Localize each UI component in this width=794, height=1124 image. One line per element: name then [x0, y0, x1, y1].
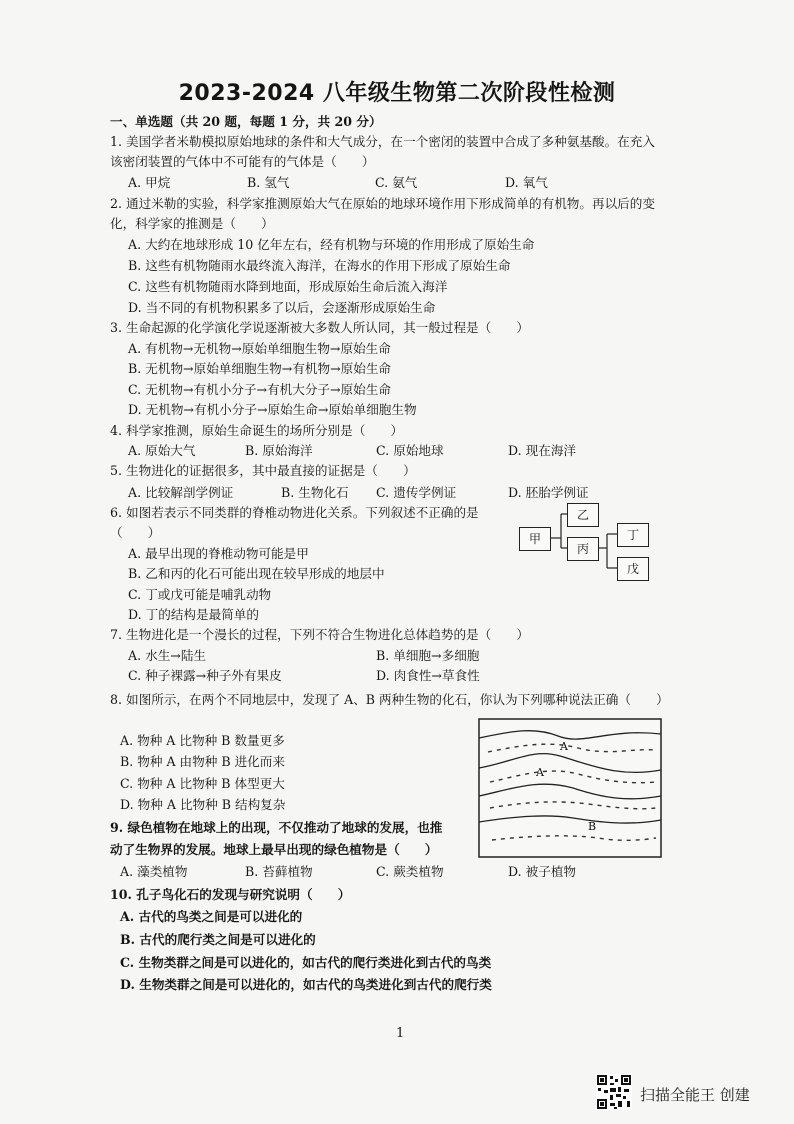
question-8-line-1: 8. 如图所示，在两个不同地层中，发现了 A、B 两种生物的化石，你认为下列哪种说法正确（ ） — [110, 692, 669, 707]
question-7-line-1: 7. 生物进化是一个漫长的过程，下列不符合生物进化总体趋势的是（ ） — [110, 627, 530, 642]
question-4-option-b: B. 原始海洋 — [245, 443, 313, 458]
page-number: 1 — [396, 1026, 405, 1041]
question-9-option-a: A. 藻类植物 — [120, 864, 188, 879]
question-2-option-b: B. 这些有机物随雨水最终流入海洋，在海水的作用下形成了原始生命 — [128, 258, 511, 273]
question-5-option-b: B. 生物化石 — [281, 485, 349, 500]
diagram-node-ding: 丁 — [617, 523, 649, 547]
question-6-line-2: （ ） — [110, 525, 161, 540]
question-8-option-b: B. 物种 A 由物种 B 进化而来 — [120, 754, 285, 769]
question-2-option-c: C. 这些有机物随雨水降到地面，形成原始生命后流入海洋 — [128, 279, 448, 294]
question-9-option-c: C. 蕨类植物 — [376, 864, 444, 879]
question-4-option-d: D. 现在海洋 — [508, 443, 577, 458]
question-10-option-d: D. 生物类群之间是可以进化的，如古代的鸟类进化到古代的爬行类 — [120, 977, 492, 992]
question-4-option-a: A. 原始大气 — [128, 443, 196, 458]
fossil-label-a-upper: A — [560, 740, 568, 753]
qr-code-icon — [596, 1074, 632, 1110]
question-1-option-a: A. 甲烷 — [128, 175, 171, 190]
question-6-option-c: C. 丁或戊可能是哺乳动物 — [128, 587, 272, 602]
question-1-option-d: D. 氧气 — [505, 175, 548, 190]
question-1-option-c: C. 氨气 — [375, 175, 418, 190]
question-6-option-a: A. 最早出现的脊椎动物可能是甲 — [128, 546, 309, 561]
section-heading: 一、单选题（共 20 题，每题 1 分，共 20 分） — [110, 114, 382, 129]
question-8-option-c: C. 物种 A 比物种 B 体型更大 — [120, 776, 285, 791]
question-2-option-a: A. 大约在地球形成 10 亿年左右，经有机物与环境的作用形成了原始生命 — [128, 237, 535, 252]
question-1-line-2: 该密闭装置的气体中不可能有的气体是（ ） — [110, 154, 375, 169]
diagram-node-wu: 戊 — [617, 557, 649, 581]
question-8-option-d: D. 物种 A 比物种 B 结构复杂 — [120, 797, 286, 812]
question-7-option-b: B. 单细胞→多细胞 — [376, 648, 480, 663]
question-9-line-1: 9. 绿色植物在地球上的出现，不仅推动了地球的发展，也推 — [110, 820, 443, 835]
question-3-option-c: C. 无机物→有机小分子→有机大分子→原始生命 — [128, 382, 391, 397]
question-7-option-c: C. 种子裸露→种子外有果皮 — [128, 668, 282, 683]
scanner-watermark: 扫描全能王 创建 — [640, 1086, 750, 1104]
question-8-option-a: A. 物种 A 比物种 B 数量更多 — [120, 733, 285, 748]
diagram-node-jia: 甲 — [519, 527, 551, 551]
question-9-option-d: D. 被子植物 — [508, 864, 577, 879]
question-4-line-1: 4. 科学家推测，原始生命诞生的场所分别是（ ） — [110, 423, 404, 438]
question-9-option-b: B. 苔藓植物 — [245, 864, 313, 879]
question-3-option-b: B. 无机物→原始单细胞生物→有机物→原始生命 — [128, 361, 392, 376]
question-3-line-1: 3. 生命起源的化学演化学说逐渐被大多数人所认同，其一般过程是（ ） — [110, 320, 530, 335]
question-2-line-2: 化，科学家的推测是（ ） — [110, 216, 274, 231]
question-3-option-d: D. 无机物→有机小分子→原始生命→原始单细胞生物 — [128, 402, 417, 417]
question-7-option-d: D. 肉食性→草食性 — [376, 668, 480, 683]
question-10-option-b: B. 古代的爬行类之间是可以进化的 — [120, 932, 316, 947]
question-2-option-d: D. 当不同的有机物积累多了以后，会逐渐形成原始生命 — [128, 300, 436, 315]
question-3-option-a: A. 有机物→无机物→原始单细胞生物→原始生命 — [128, 341, 391, 356]
question-6-option-b: B. 乙和丙的化石可能出现在较早形成的地层中 — [128, 566, 385, 581]
question-5-option-d: D. 胚胎学例证 — [508, 485, 589, 500]
question-2-line-1: 2. 通过米勒的实验，科学家推测原始大气在原始的地球环境作用下形成简单的有机物。再以后的变 — [110, 196, 655, 211]
diagram-node-yi: 乙 — [567, 503, 599, 527]
question-1-option-b: B. 氢气 — [247, 175, 290, 190]
question-7-option-a: A. 水生→陆生 — [128, 648, 207, 663]
question-4-option-c: C. 原始地球 — [376, 443, 444, 458]
question-6-option-d: D. 丁的结构是最简单的 — [128, 607, 259, 622]
fossil-label-a-lower: A — [536, 766, 544, 779]
question-1-line-1: 1. 美国学者米勒模拟原始地球的条件和大气成分，在一个密闭的装置中合成了多种氨基酸。在充入 — [110, 134, 655, 149]
question-5-option-a: A. 比较解剖学例证 — [128, 485, 234, 500]
question-5-line-1: 5. 生物进化的证据很多，其中最直接的证据是（ ） — [110, 463, 416, 478]
rock-strata-diagram — [478, 718, 662, 858]
question-6-line-1: 6. 如图若表示不同类群的脊椎动物进化关系。下列叙述不正确的是 — [110, 505, 479, 520]
diagram-node-bing: 丙 — [567, 537, 599, 561]
fossil-label-b: B — [588, 820, 597, 833]
question-10-option-c: C. 生物类群之间是可以进化的，如古代的爬行类进化到古代的鸟类 — [120, 955, 492, 970]
question-10-option-a: A. 古代的鸟类之间是可以进化的 — [120, 909, 303, 924]
question-10-line-1: 10. 孔子鸟化石的发现与研究说明（ ） — [110, 887, 351, 902]
question-5-option-c: C. 遗传学例证 — [376, 485, 457, 500]
question-9-line-2: 动了生物界的发展。地球上最早出现的绿色植物是（ ） — [110, 842, 438, 857]
page-title: 2023-2024 八年级生物第二次阶段性检测 — [178, 81, 616, 106]
